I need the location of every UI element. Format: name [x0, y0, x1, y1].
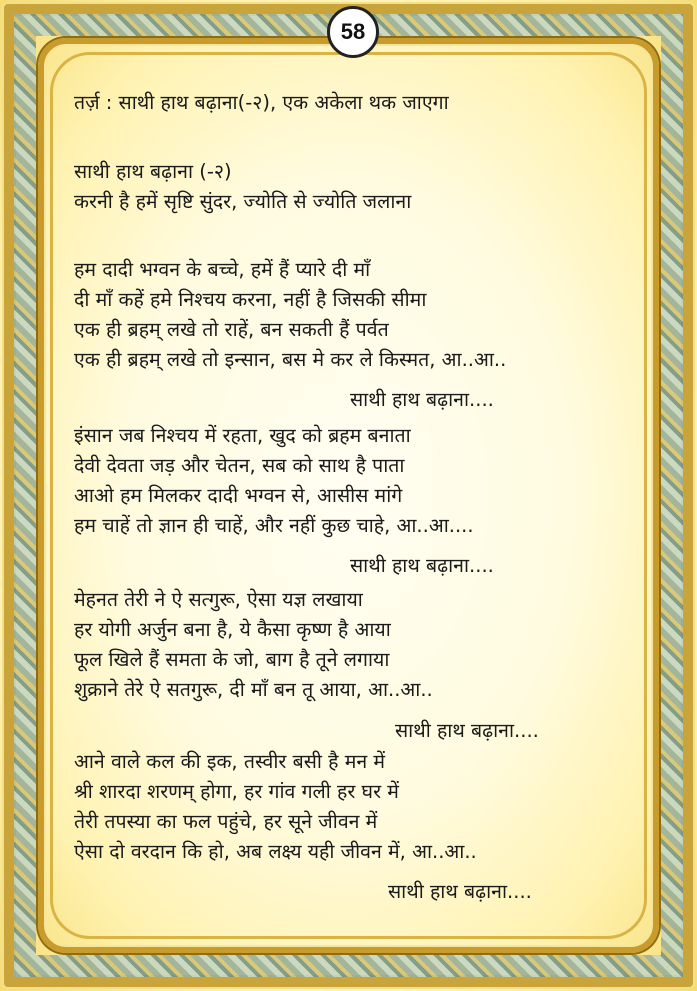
refrain-1: साथी हाथ बढ़ाना....: [350, 388, 494, 411]
page-number-badge: 58: [327, 6, 379, 58]
verse-line: आने वाले कल की इक, तस्वीर बसी है मन में: [74, 750, 386, 773]
refrain-3: साथी हाथ बढ़ाना....: [395, 719, 539, 742]
verse-line: एक ही ब्रहम् लखे तो इन्सान, बस मे कर ले किस्मत, आ..आ..: [74, 348, 507, 371]
chorus-block: [74, 157, 634, 217]
verse-2: [74, 421, 634, 541]
verse-line: मेहनत तेरी ने ऐ सत्गुरू, ऐसा यज्ञ लखाया: [74, 588, 363, 611]
verse-line: हर योगी अर्जुन बना है, ये कैसा कृष्ण है आया: [74, 618, 391, 641]
verse-4: [74, 747, 634, 867]
verse-line: हम दादी भग्वन के बच्चे, हमें हैं प्यारे दी माँ: [74, 258, 371, 281]
tune-header: तर्ज़ : साथी हाथ बढ़ाना(-२), एक अकेला थक जाएगा: [74, 91, 449, 114]
verse-1: [74, 255, 634, 375]
verse-line: इंसान जब निश्चय में रहता, खुद को ब्रहम बनाता: [74, 424, 411, 447]
verse-3: [74, 585, 634, 705]
verse-line: ऐसा दो वरदान कि हो, अब लक्ष्य यही जीवन में, आ..आ..: [74, 840, 477, 863]
chorus-line: साथी हाथ बढ़ाना (-२): [74, 160, 232, 183]
verse-line: आओ हम मिलकर दादी भग्वन से, आसीस मांगे: [74, 484, 403, 507]
refrain-2: साथी हाथ बढ़ाना....: [350, 554, 494, 577]
verse-line: शुक्राने तेरे ऐ सतगुरू, दी माँ बन तू आया, आ..आ..: [74, 678, 433, 701]
verse-line: फूल खिले हैं समता के जो, बाग है तूने लगाया: [74, 648, 390, 671]
verse-line: दी माँ कहें हमे निश्चय करना, नहीं है जिसकी सीमा: [74, 288, 427, 311]
verse-line: हम चाहें तो ज्ञान ही चाहें, और नहीं कुछ चाहे, आ..आ....: [74, 514, 474, 537]
refrain-4: साथी हाथ बढ़ाना....: [388, 880, 532, 903]
verse-line: एक ही ब्रहम् लखे तो राहें, बन सकती हैं पर्वत: [74, 318, 389, 341]
verse-line: देवी देवता जड़ और चेतन, सब को साथ है पाता: [74, 454, 405, 477]
verse-line: श्री शारदा शरणम् होगा, हर गांव गली हर घर में: [74, 780, 399, 803]
verse-line: तेरी तपस्या का फल पहुंचे, हर सूने जीवन में: [74, 810, 378, 833]
chorus-line: करनी है हमें सृष्टि सुंदर, ज्योति से ज्योति जलाना: [74, 190, 412, 213]
